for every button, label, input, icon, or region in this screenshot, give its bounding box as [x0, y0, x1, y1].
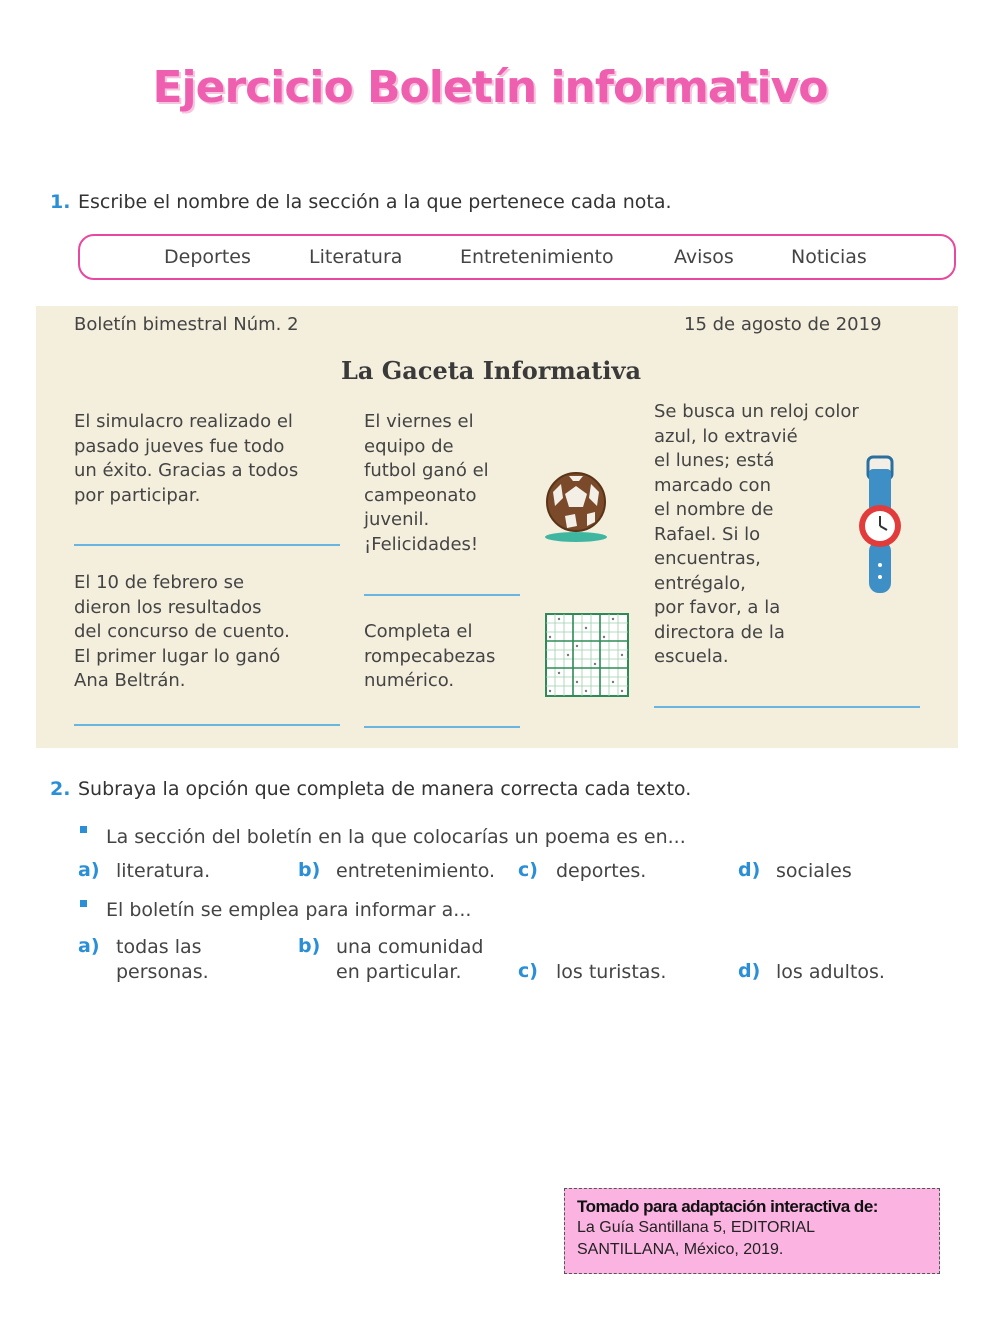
item-1-option-c[interactable]: deportes.	[556, 860, 647, 882]
option-label: b)	[298, 859, 321, 881]
option-label: d)	[738, 859, 761, 881]
page-title: Ejercicio Boletín informativo	[152, 62, 828, 113]
option-label: c)	[518, 960, 538, 982]
word-bank-item: Noticias	[791, 246, 867, 268]
word-bank-item: Avisos	[674, 246, 734, 268]
wristwatch-icon	[855, 455, 905, 597]
note-simulacro: El simulacro realizado el pasado jueves fue todo un éxito. Gracias a todos por participar.	[74, 411, 299, 506]
question-2-text: Subraya la opción que completa de manera correcta cada texto.	[78, 778, 692, 800]
word-bank-item: Literatura	[309, 246, 403, 268]
answer-line-note-3[interactable]	[364, 594, 520, 596]
bulletin-issue: Boletín bimestral Núm. 2	[74, 314, 299, 335]
option-label: d)	[738, 960, 761, 982]
credit-line: SANTILLANA, México, 2019.	[577, 1241, 784, 1258]
answer-line-note-5[interactable]	[654, 706, 920, 708]
answer-line-note-1[interactable]	[74, 544, 340, 546]
option-label: a)	[78, 859, 100, 881]
item-2-option-b[interactable]: una comunidad en particular.	[336, 936, 484, 983]
item-1-prompt: La sección del boletín en la que colocarías un poema es en...	[106, 826, 686, 848]
item-2-prompt: El boletín se emplea para informar a...	[106, 899, 472, 921]
item-2-option-a[interactable]: todas las personas.	[116, 936, 209, 983]
item-1-option-b[interactable]: entretenimiento.	[336, 860, 496, 882]
word-bank-item: Deportes	[164, 246, 251, 268]
note-rompecabezas: Completa el rompecabezas numérico.	[364, 621, 496, 691]
question-1-text: Escribe el nombre de la sección a la que pertenece cada nota.	[78, 191, 672, 213]
soccer-ball-icon	[543, 464, 609, 544]
item-1-option-d[interactable]: sociales	[776, 860, 852, 882]
credit-line: La Guía Santillana 5, EDITORIAL	[577, 1219, 816, 1236]
note-reloj: Se busca un reloj color azul, lo extravié el lunes; está marcado con el nombre de Rafael. Si lo encuentras, entrégalo, por favor, a la directora de la escuela.	[654, 401, 859, 667]
note-concurso: El 10 de febrero se dieron los resultados del concurso de cuento. El primer lugar lo ganó Ana Beltrán.	[74, 572, 290, 691]
option-label: c)	[518, 859, 538, 881]
bulletin-date: 15 de agosto de 2019	[684, 314, 882, 335]
credit-box	[564, 1188, 940, 1274]
option-label: b)	[298, 935, 321, 957]
item-2-option-d[interactable]: los adultos.	[776, 961, 885, 983]
answer-line-note-4[interactable]	[364, 726, 520, 728]
word-bank-item: Entretenimiento	[460, 246, 614, 268]
answer-line-note-2[interactable]	[74, 724, 340, 726]
item-2-option-c[interactable]: los turistas.	[556, 961, 667, 983]
bullet-icon	[80, 826, 87, 833]
item-1-option-a[interactable]: literatura.	[116, 860, 211, 882]
sudoku-grid-icon	[545, 613, 629, 697]
option-label: a)	[78, 935, 100, 957]
bulletin-name: La Gaceta Informativa	[341, 356, 641, 385]
question-2-number: 2.	[50, 778, 71, 800]
bullet-icon	[80, 900, 87, 907]
note-futbol: El viernes el equipo de futbol ganó el campeonato juvenil. ¡Felicidades!	[364, 411, 489, 555]
credit-heading: Tomado para adaptación interactiva de:	[577, 1197, 878, 1216]
question-1-number: 1.	[50, 191, 71, 213]
